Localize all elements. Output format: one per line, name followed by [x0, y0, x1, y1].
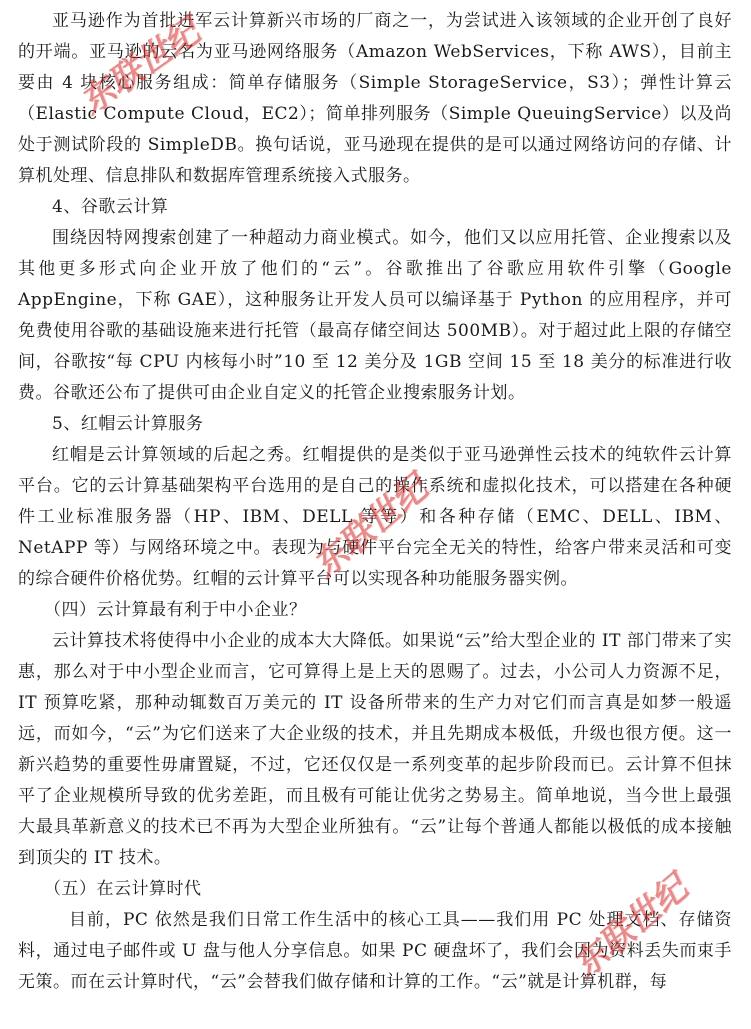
paragraph-amazon: 亚马逊作为首批进军云计算新兴市场的厂商之一，为尝试进入该领域的企业开创了良好的开端。亚马逊的云名为亚马逊网络服务（Amazon WebServices，下称 AWS），目前主要由 4 块核心服务组成：简单存储服务（Simple StorageService，S3）；弹性计算云（Elastic Compute Cloud，EC2）；简单排列服务（Simple QueuingService）以及尚处于测试阶段的 SimpleDB。换句话说，亚马逊现在提供的是可以通过网络访问的存储、计算机处理、信息排队和数据库管理系统接入式服务。	[18, 11, 732, 186]
paragraph-sme: 云计算技术将使得中小企业的成本大大降低。如果说“云”给大型企业的 IT 部门带来了实惠，那么对于中小型企业而言，它可算得上是上天的恩赐了。过去，小公司人力资源不足，IT 预算吃紧，那种动辄数百万美元的 IT 设备所带来的生产力对它们而言真是如梦一般遥远，而如今，“云”为它们送来了大企业级的技术，并且先期成本极低，升级也很方便。这一新兴趋势的重要性毋庸置疑，不过，它还仅仅是一系列变革的起步阶段而已。云计算不但抹平了企业规模所导致的优劣差距，而且极有可能让优劣之势易主。简单地说，当今世上最强大最具革新意义的技术已不再为大型企业所独有。“云”让每个普通人都能以极低的成本接触到顶尖的 IT 技术。	[18, 631, 732, 868]
heading-google-cloud: 4、谷歌云计算	[52, 197, 169, 217]
heading-cloud-era: （五）在云计算时代	[44, 879, 202, 899]
heading-sme: （四）云计算最有利于中小企业？	[44, 600, 307, 620]
paragraph-google: 围绕因特网搜索创建了一种超动力商业模式。如今，他们又以应用托管、企业搜索以及其他更多形式向企业开放了他们的“云”。谷歌推出了谷歌应用软件引擎（Google AppEngine，下称 GAE），这种服务让开发人员可以编译基于 Python 的应用程序，并可免费使用谷歌的基础设施来进行托管（最高存储空间达 500MB）。对于超过此上限的存储空间，谷歌按“每 CPU 内核每小时”10 至 12 美分及 1GB 空间 15 至 18 美分的标准进行收费。谷歌还公布了提供可由企业自定义的托管企业搜索服务计划。	[18, 228, 732, 403]
watermark-stamp: 东联世纪	[305, 468, 436, 587]
paragraph-cloud-era: 目前，PC 依然是我们日常工作生活中的核心工具——我们用 PC 处理文档、存储资料，通过电子邮件或 U 盘与他人分享信息。如果 PC 硬盘坏了，我们会因为资料丢失而束手无策。而在云计算时代，“云”会替我们做存储和计算的工作。“云”就是计算机群，每	[18, 910, 732, 992]
watermark-stamp: 东联世纪	[72, 11, 208, 123]
watermark-stamp: 东联世纪	[565, 868, 696, 987]
heading-redhat-cloud: 5、红帽云计算服务	[52, 414, 204, 434]
paragraph-redhat: 红帽是云计算领域的后起之秀。红帽提供的是类似于亚马逊弹性云技术的纯软件云计算平台。它的云计算基础架构平台选用的是自己的操作系统和虚拟化技术，可以搭建在各种硬件工业标准服务器（HP、IBM、DELL 等等）和各种存储（EMC、DELL、IBM、NetAPP 等）与网络环境之中。表现为与硬件平台完全无关的特性，给客户带来灵活和可变的综合硬件价格优势。红帽的云计算平台可以实现各种功能服务器实例。	[18, 445, 732, 589]
